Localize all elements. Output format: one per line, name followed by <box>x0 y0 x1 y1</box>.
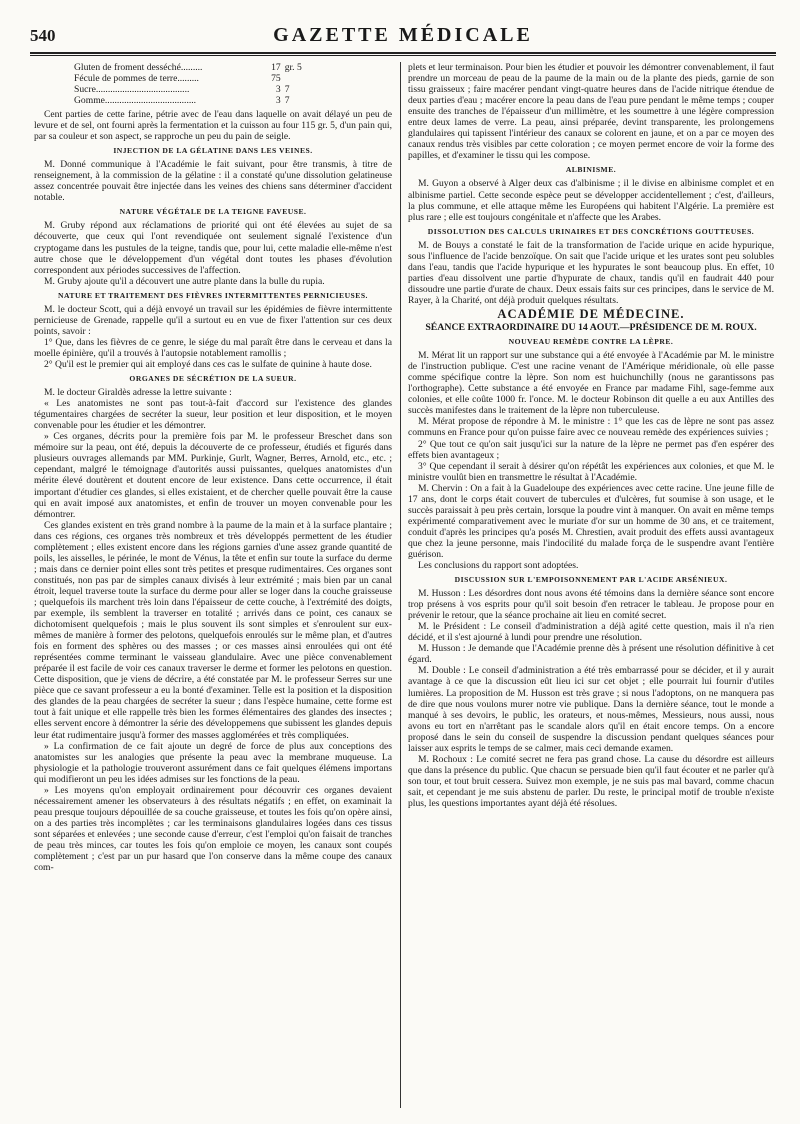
paragraph: » La confirmation de ce fait ajoute un degré de force de plus aux conceptions des anatomistes sur les analogies que présente la peau avec la membrane muqueuse. La physiologie et la pathologie trouveront assurément dans ce fait quelques élémens importans qui modifieront un peu les idées admises sur les fonctions de la peau. <box>34 740 392 785</box>
table-row <box>74 95 314 106</box>
paragraph: Cent parties de cette farine, pétrie avec de l'eau dans laquelle on avait délayé un peu de levure et de sel, ont fourni après la fermentation et la cuisson au four 115 gr. 5, d'un pain qui, par sa couleur et son aspect, se rapproche un peu du pain de seigle. <box>34 109 392 143</box>
left-column <box>34 62 392 1112</box>
paragraph: M. le docteur Scott, qui a déjà envoyé un travail sur les épidémies de fièvre intermittente pernicieuse de Grenade, rappelle qu'il a surtout eu en vue de fixer l'attention sur ces deux points, savoir : <box>34 303 392 337</box>
ingredient-value: 17 <box>271 62 281 73</box>
paragraph: » Ces organes, décrits pour la première fois par M. le professeur Breschet dans son mémoire sur la peau, ont été, depuis la découverte de ce professeur, étudiés et figurés dans plusieurs ouvrages allemands par MM. Purkinje, Gurlt, Wagner, Berres, Arnold, etc., etc. ; cependant, malgré le témoignage d'autorités aussi puissantes, quelques anatomistes d'un mérite élevé doutèrent et doutent encore de leur existence. Dans cette occurrence, il était important d'étudier ces glandes, si elles existaient, et de chercher quelle pouvait être la cause qui en avait imposé aux anatomistes, et enfin de trouver un moyen convenable pour les démontrer. <box>34 431 392 520</box>
paragraph: M. Gruby répond aux réclamations de priorité qui ont été élevées au sujet de sa découverte, que ceux qui l'ont revendiquée ont seulement signalé l'existence d'un cryptogame dans les pustules de la teigne, tandis que, pour lui, cette maladie elle-même n'est autre chose que le développement d'un végétal dont toutes les phases d'évolution correspondent aux périodes successives de l'affection. <box>34 220 392 276</box>
table-row <box>74 62 314 73</box>
paragraph: » Les moyens qu'on employait ordinairement pour découvrir ces organes devaient nécessairement amener les observateurs à des résultats négatifs ; en effet, on examinait la peau presque toujours dépouillée de sa couche graisseuse, et toutes les fois qu'on opère ainsi, on a des parties très incomplètes ; car les terminaisons glandulaires logées dans ces tissus sont séparées et enlevées ; une seconde cause d'erreur, c'est l'emploi qu'on faisait de tranches de peau très minces, car toutes les fois qu'on emploie ce moyen, les canaux sont coupés complètement ; c'est par un pur hasard que l'on conserve dans la même coupe des canaux com- <box>34 784 392 874</box>
section-heading: ORGANES DE SÉCRÉTION DE LA SUEUR. <box>129 374 297 384</box>
paragraph: M. Husson : Les désordres dont nous avons été témoins dans la dernière séance sont encore trop présens à vos esprits pour qu'il soit besoin d'en retracer le tableau. Je propose pour en prévenir le retour, que la séance prochaine ait lieu en comité secret. <box>408 588 774 622</box>
flour-composition-table <box>74 62 314 106</box>
section-heading: INJECTION DE LA GÉLATINE DANS LES VEINES. <box>113 146 313 156</box>
header-rule-thin <box>30 55 776 56</box>
page-number: 540 <box>30 26 56 45</box>
paragraph: M. de Bouys a constaté le fait de la transformation de l'acide urique en acide hypurique, sous l'influence de l'acide benzoïque. On sait que l'acide urique et les urates sont peu solubles dans l'eau, tandis que l'acide hypurique et les hypurates le sont beaucoup plus. En effet, 10 parties d'eau dissolvent une partie d'hypurate de chaux, tandis qu'il en faudrait 440 pour dissoudre une partie d'urate de chaux. Deux essais faits sur ces principes, dans le service de M. Rayer, à la Charité, ont déjà produit quelques résultats. <box>408 239 774 306</box>
paragraph: M. Double : Le conseil d'administration a été très embarrassé pour se décider, et il y aurait avantage à ce que la discussion eût lieu ici sur cet objet ; elle pourrait lui fournir d'utiles lumières. La proposition de M. Husson est très grave ; si nous l'adoptons, on ne manquera pas de dire que nous voulons murer notre vie publique. Dans la dernière séance, tout le monde a manqué à ses devoirs, le public, les orateurs, et nous-mêmes, Messieurs, nous aussi, nous avons eu tort en n'arrêtant pas le scandale alors qu'il en était encore temps. On a encore proposé dans le sein du conseil de suspendre la discussion pendant quelques séances pour laisser aux esprits le temps de se calmer, mais ceci demande examen. <box>408 665 774 754</box>
ingredient-unit: gr. 5 <box>284 62 302 73</box>
column-divider <box>400 62 401 1108</box>
paragraph: 2° Qu'il est le premier qui ait employé dans ces cas le sulfate de quinine à haute dose. <box>44 358 372 370</box>
paragraph: M. Guyon a observé à Alger deux cas d'albinisme ; il le divise en albinisme complet et en albinisme partiel. Cette seconde espèce peut se développer accidentellement ; c'est, d'ailleurs, la plus commune, et elle attaque même les Européens qui habitent l'Algérie. La première est plus rare ; elle est toujours congénitale et n'affecte que les Arabes. <box>408 178 774 223</box>
section-heading: NATURE ET TRAITEMENT DES FIÈVRES INTERMITTENTES PERNICIEUSES. <box>58 290 368 300</box>
ingredient-unit: 7 <box>284 84 290 95</box>
paragraph: plets et leur terminaison. Pour bien les étudier et pouvoir les démontrer convenablement, il faut prendre un morceau de peau de la paume de la main ou de la plante des pieds, garnie de son tissu graisseux ; faire macérer pendant vingt-quatre heures dans de l'acide nitrique étendue de deux parties d'eau ; macérer encore la peau dans de l'eau pure pendant le même temps ; couper ensuite des tranches de l'épaisseur d'un millimètre, et les soumettre à une légère compression entre deux lames de verre. La peau, ainsi préparée, devint transparente, les prolongemens glandulaires qui tapissent l'intérieur des canaux se colorent en jaune, et on a par ce moyen des canaux rendus très visibles par cette coloration ; ce moyen permet encore de voir la forme des papilles, et d'examiner le tissu qui les compose. <box>408 62 774 162</box>
paragraph: « Les anatomistes ne sont pas tout-à-fait d'accord sur l'existence des glandes tégumentaires chargées de secréter la sueur, leur position et leur disposition, et le moyen convenable pour les étudier et les démontrer. <box>34 398 392 432</box>
section-heading: ALBINISME. <box>565 165 617 175</box>
ingredient-unit: 7 <box>284 95 290 106</box>
section-heading: DISSOLUTION DES CALCULS URINAIRES ET DES CONCRÉTIONS GOUTTEUSES. <box>427 226 755 236</box>
paragraph: M. Rochoux : Le comité secret ne fera pas grand chose. La cause du désordre est ailleurs que dans la présence du public. Que chacun se persuade bien qu'il faut écouter et ne parler qu'à son tour, et tout bruit cessera. Suivez mon exemple, je ne suis pas mal bavard, comme chacun sait, et cependant je me suis abstenu de parler. Du reste, le principal motif de trouble n'existe plus, les questions importantes ayant déjà été résolues. <box>408 753 774 809</box>
paragraph: 3° Que cependant il serait à désirer qu'on répétât les expériences aux colonies, et que M. le ministre voulût bien en transmettre le résultat à l'Académie. <box>408 460 774 483</box>
table-row <box>74 73 314 84</box>
paragraph: M. Donné communique à l'Académie le fait suivant, pour être transmis, à titre de renseignement, à la commission de la gélatine : il a constaté qu'une dissolution gelatineuse assez concentrée pouvait être injectée dans les veines des chiens sans déterminer d'accident notable. <box>34 159 392 204</box>
paragraph: M. Gruby ajoute qu'il a découvert une autre plante dans la bulle du rupia. <box>44 275 325 287</box>
paragraph: Les conclusions du rapport sont adoptées. <box>418 560 579 572</box>
ingredient-unit <box>281 73 314 84</box>
ingredient-name: Gomme...................................... <box>74 95 197 106</box>
session-heading: SÉANCE EXTRAORDINAIRE DU 14 AOUT.—PRÉSIDENCE DE M. ROUX. <box>425 322 757 334</box>
ingredient-value: 3 <box>275 95 281 106</box>
ingredient-value: 3 <box>275 84 281 95</box>
section-heading: NOUVEAU REMÈDE CONTRE LA LÈPRE. <box>508 337 674 347</box>
section-heading: DISCUSSION SUR L'EMPOISONNEMENT PAR L'ACIDE ARSÉNIEUX. <box>454 575 728 585</box>
paragraph: M. le docteur Giraldès adresse la lettre suivante : <box>44 387 232 399</box>
page-header <box>30 24 776 48</box>
header-rule <box>30 52 776 54</box>
paragraph: M. Husson : Je demande que l'Académie prenne dès à présent une résolution définitive à cet égard. <box>408 643 774 666</box>
paragraph: Ces glandes existent en très grand nombre à la paume de la main et à la surface plantaire ; dans ces régions, ces organes très nombreux et très développés permettent de les étudier complètement ; elles existent encore dans les régions garnies d'une assez grande quantité de poils, les aisselles, le périnée, le mont de Vénus, la tête et enfin sur toute la surface du derme ; mais dans ce dernier point elles sont très petites et presque rudimentaires. Ces organes sont constitués, non pas par de simples canaux divisés à leur extrémité ; mais bien par un canal étroit, lequel traverse toute la surface du derme pour aller se loger dans la couche graisseuse ; quelquefois ils marchent très loin dans l'épaisseur de cette couche, à l'extrémité des doigts, par exemple, ils semblent la traverser en totalité ; arrivés dans ce point, ces canaux se dichotomisent quelquefois ; mais le plus souvent ils sont simples et s'enroulent sur eux-mêmes de manière à former des pelotons, quelquefois enroulés sur le même plan, et d'autres fois en forment des sphères ou des masses ; or ces masses ainsi enroulées qui ont été représentées comme terminant le vaisseau glandulaire. Avec une pièce convenablement préparée il est facile de voir ces canaux traverser le derme et former les pelotons en question. Cette disposition, que je viens de décrire, a été constatée par M. le professeur Serres sur une pièce que ce savant professeur a eu la bonté d'examiner. Telle est la position et la disposition des glandes de la peau chargées de secréter la sueur ; dans l'espèce humaine, cette forme est tout à fait unique et elle rappelle très bien les formes élémentaires des glandes des insectes ; elles servent encore à démontrer la série des développemens que subissent les glandes depuis leur état rudimentaire jusqu'à former des masses agglomérées et très compliquées. <box>34 519 392 741</box>
paragraph: M. le Président : Le conseil d'administration a déjà agité cette question, mais il n'a rien décidé, et il s'est ajourné à lundi pour prendre une résolution. <box>408 621 774 644</box>
right-column <box>408 62 774 1112</box>
publication-title: GAZETTE MÉDICALE <box>273 24 533 46</box>
ingredient-name: Gluten de froment desséché......... <box>74 62 203 73</box>
academy-heading: ACADÉMIE DE MÉDECINE. <box>497 306 685 321</box>
table-row <box>74 84 314 95</box>
paragraph: M. Mérat lit un rapport sur une substance qui a été envoyée à l'Académie par M. le ministre de l'instruction publique. C'est une racine venant de l'Amérique méridionale, où elle passe comme spécifique contre la lèpre. Son nom est huichunchilly (nous ne garantissons pas l'orthographe). Cette substance a été envoyée en France par madame Fihl, sage-femme aux colonies, et elle coûte 1000 fr. l'once. M. le docteur Robinson dit quelle a eu aux Antilles des succès manifestes dans le traitement de la lèpre non tuberculeuse. <box>408 350 774 417</box>
ingredient-name: Sucre....................................... <box>74 84 190 95</box>
paragraph: M. Chervin : On a fait à la Guadeloupe des expériences avec cette racine. Une jeune fille de 17 ans, dont le corps était couvert de tubercules et d'ulcères, fut soumise à son usage, et le succès paraissait à peu près certain, lorsque la poudre vint à manquer. On avait en même temps expérimenté comparativement avec le muriate d'or sur un homme de 30 ans, et ce traitement, conduit d'après les principes qu'a posés M. Chrestien, avait produit des effets aussi avantageux que chez la jeune personne, mais l'indocilité du malade força de le suspendre avant l'entière guérison. <box>408 482 774 560</box>
paragraph: 2° Que tout ce qu'on sait jusqu'ici sur la nature de la lèpre ne permet pas d'en espérer des effets bien avantageux ; <box>408 438 774 461</box>
paragraph: M. Mérat propose de répondre à M. le ministre : 1° que les cas de lèpre ne sont pas assez communs en France pour qu'on puisse faire avec ce nouveau remède des expériences suivies ; <box>408 416 774 439</box>
ingredient-name: Fécule de pommes de terre......... <box>74 73 199 84</box>
section-heading: NATURE VÉGÉTALE DE LA TEIGNE FAVEUSE. <box>119 207 307 217</box>
paragraph: 1° Que, dans les fièvres de ce genre, le siége du mal paraît être dans le cerveau et dans la moelle épinière, qu'il a trouvés à l'autopsie notablement ramollis ; <box>34 336 392 359</box>
ingredient-value: 75 <box>271 73 281 84</box>
